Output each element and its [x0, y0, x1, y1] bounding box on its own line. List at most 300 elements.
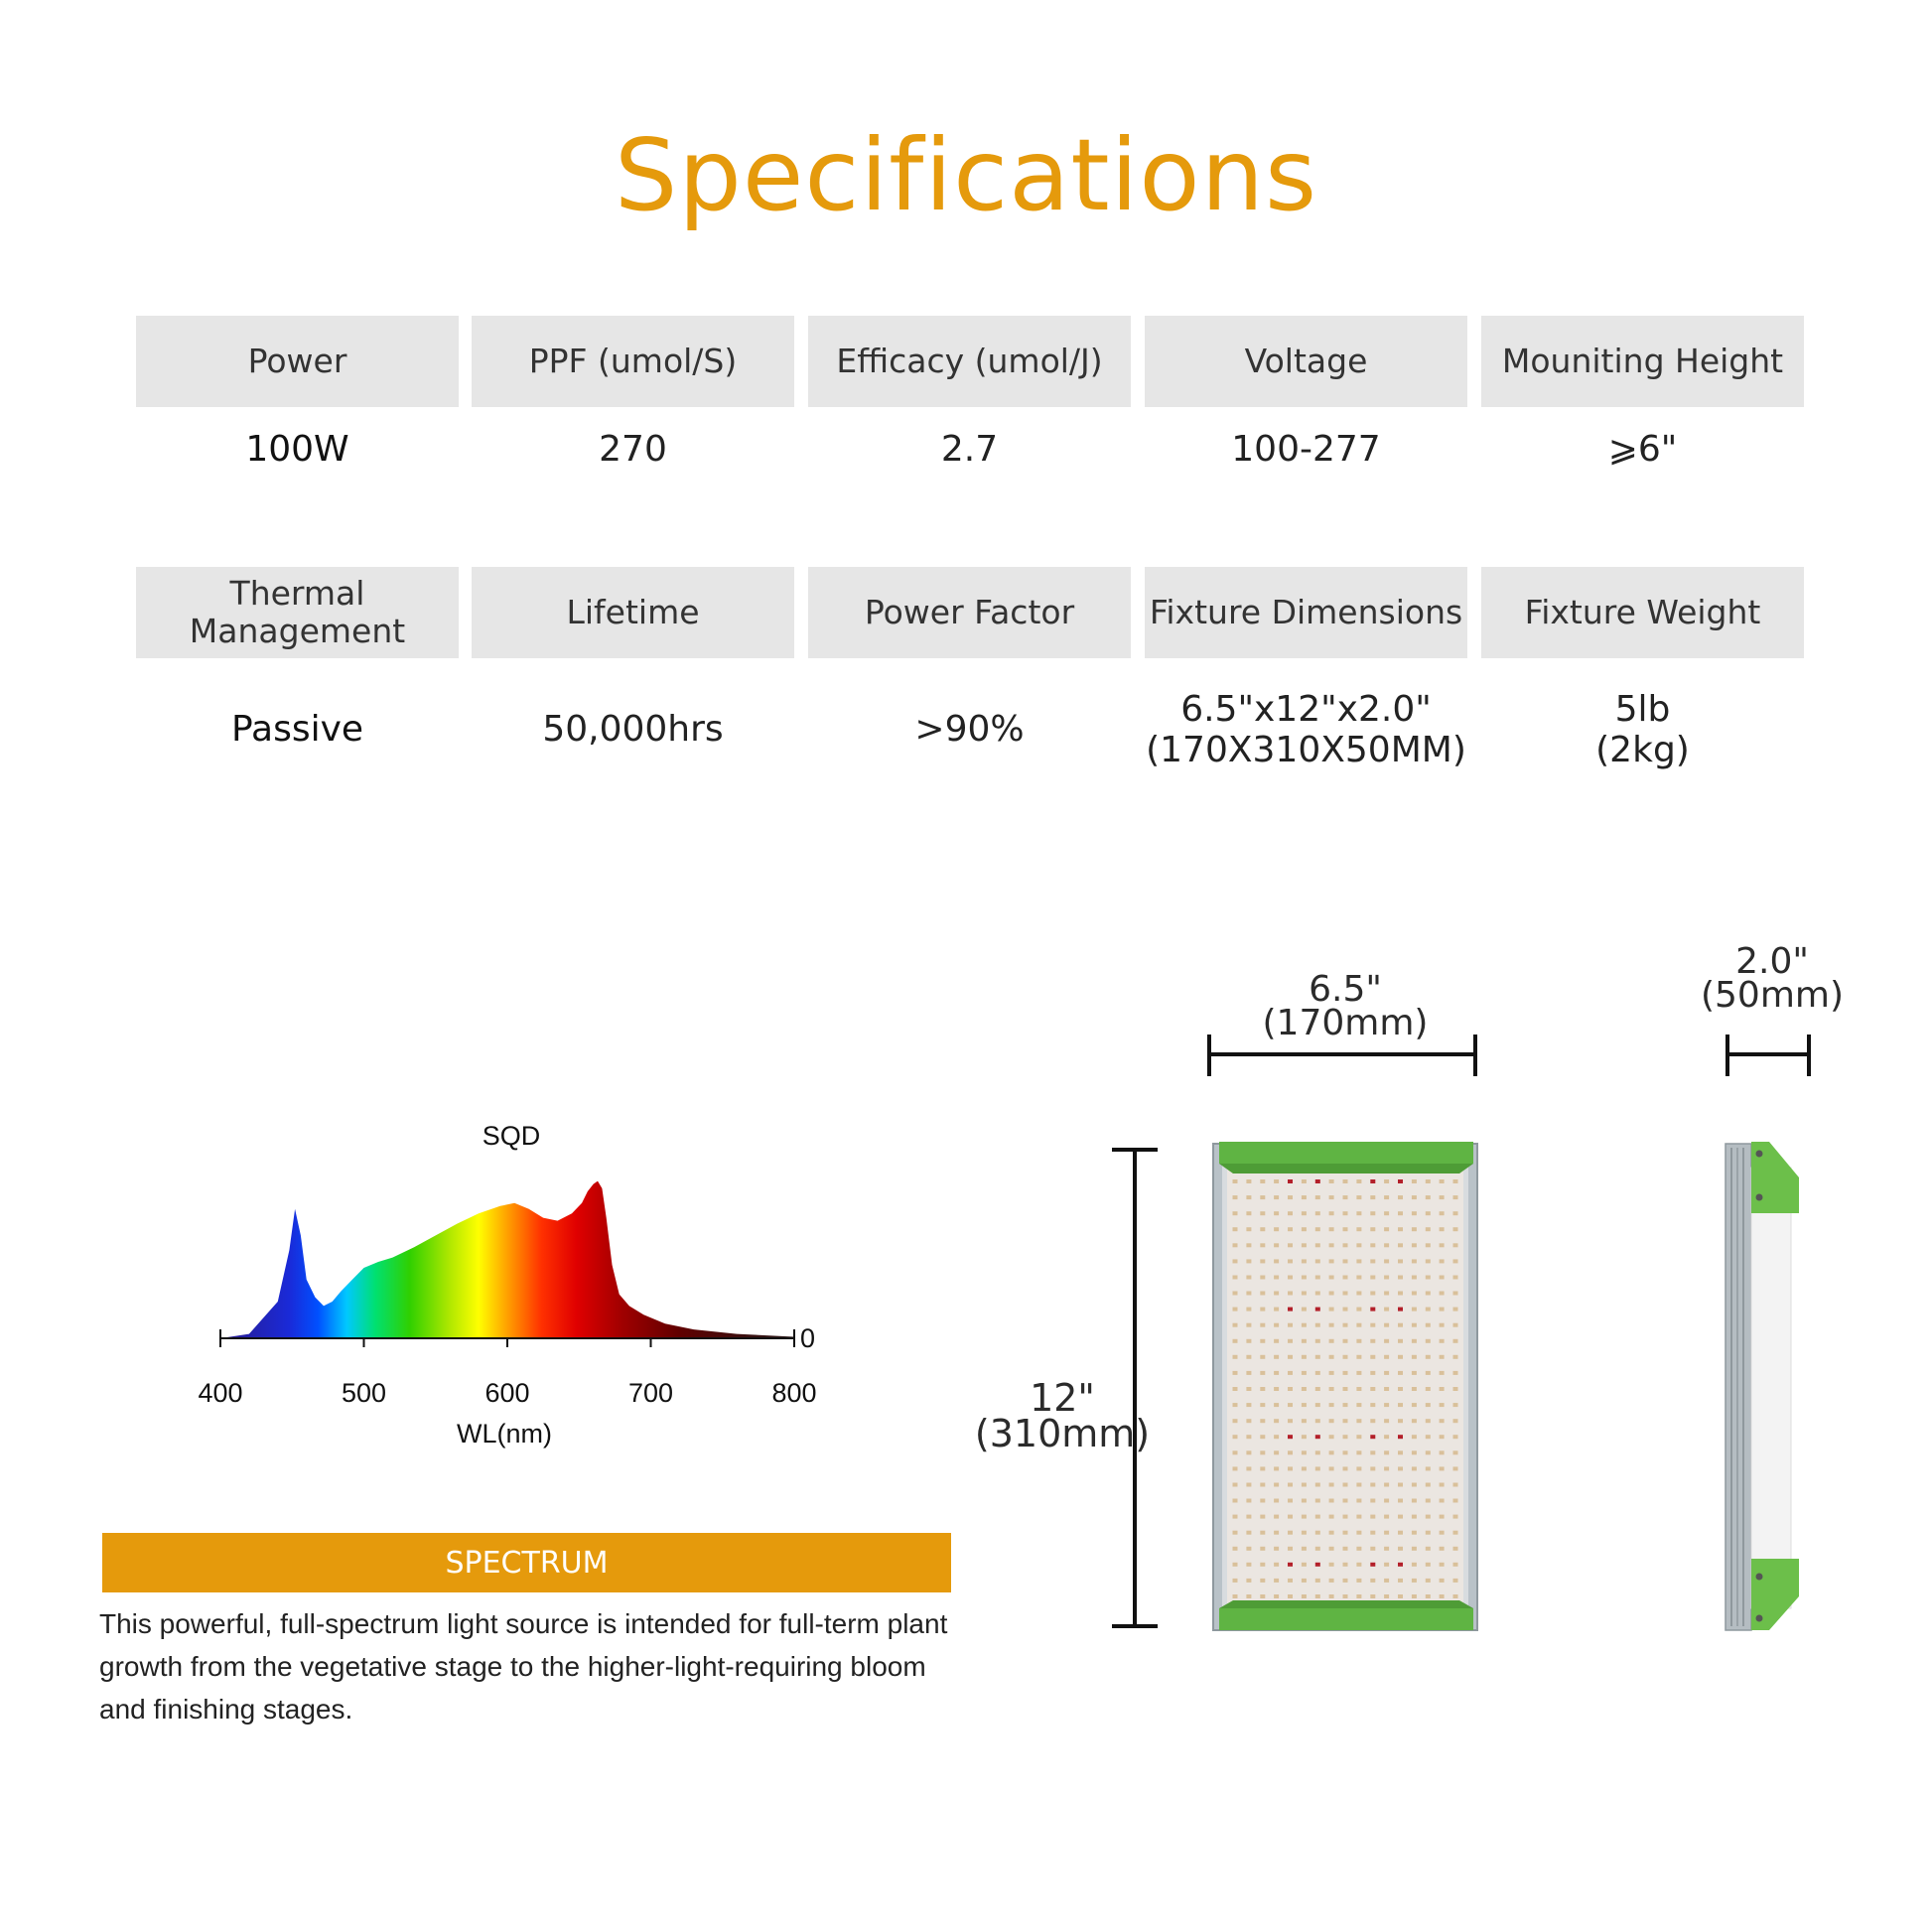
white-led [1370, 1355, 1375, 1359]
white-led [1246, 1579, 1251, 1583]
white-led [1329, 1308, 1334, 1311]
white-led [1398, 1419, 1403, 1423]
white-led [1426, 1292, 1431, 1296]
white-led [1453, 1211, 1458, 1215]
white-led [1302, 1355, 1307, 1359]
height-dimension-label: 12" (310mm) [974, 1376, 1151, 1455]
white-led [1302, 1579, 1307, 1583]
white-led [1302, 1308, 1307, 1311]
white-led [1412, 1515, 1417, 1519]
white-led [1356, 1579, 1361, 1583]
white-led [1384, 1547, 1389, 1551]
white-led [1370, 1547, 1375, 1551]
white-led [1246, 1355, 1251, 1359]
white-led [1302, 1387, 1307, 1391]
white-led [1356, 1276, 1361, 1280]
white-led [1288, 1547, 1293, 1551]
white-led [1356, 1515, 1361, 1519]
white-led [1343, 1371, 1348, 1375]
white-led [1260, 1579, 1265, 1583]
white-led [1233, 1371, 1238, 1375]
white-led [1233, 1563, 1238, 1567]
white-led [1370, 1450, 1375, 1454]
white-led [1233, 1435, 1238, 1439]
white-led [1453, 1227, 1458, 1231]
white-led [1398, 1227, 1403, 1231]
white-led [1426, 1403, 1431, 1407]
white-led [1288, 1211, 1293, 1215]
white-led [1260, 1387, 1265, 1391]
white-led [1246, 1387, 1251, 1391]
white-led [1274, 1243, 1279, 1247]
white-led [1384, 1323, 1389, 1327]
white-led [1246, 1227, 1251, 1231]
red-led [1370, 1179, 1375, 1183]
white-led [1343, 1292, 1348, 1296]
white-led [1384, 1515, 1389, 1519]
white-led [1329, 1339, 1334, 1343]
white-led [1384, 1179, 1389, 1183]
white-led [1398, 1515, 1403, 1519]
white-led [1260, 1276, 1265, 1280]
white-led [1440, 1531, 1445, 1535]
white-led [1453, 1403, 1458, 1407]
white-led [1384, 1466, 1389, 1470]
white-led [1274, 1547, 1279, 1551]
white-led [1329, 1276, 1334, 1280]
white-led [1384, 1292, 1389, 1296]
white-led [1412, 1179, 1417, 1183]
white-led [1356, 1563, 1361, 1567]
white-led [1260, 1450, 1265, 1454]
red-led [1398, 1563, 1403, 1567]
white-led [1356, 1179, 1361, 1183]
white-led [1302, 1339, 1307, 1343]
white-led [1453, 1292, 1458, 1296]
white-led [1274, 1227, 1279, 1231]
page-title: Specifications [614, 117, 1318, 233]
white-led [1412, 1227, 1417, 1231]
white-led [1426, 1308, 1431, 1311]
white-led [1356, 1371, 1361, 1375]
white-led [1302, 1403, 1307, 1407]
white-led [1343, 1308, 1348, 1311]
white-led [1233, 1308, 1238, 1311]
value-voltage: 100-277 [1231, 429, 1381, 471]
white-led [1315, 1531, 1320, 1535]
white-led [1274, 1579, 1279, 1583]
white-led [1343, 1499, 1348, 1503]
white-led [1329, 1419, 1334, 1423]
white-led [1260, 1466, 1265, 1470]
white-led [1356, 1466, 1361, 1470]
white-led [1453, 1435, 1458, 1439]
white-led [1343, 1419, 1348, 1423]
white-led [1274, 1339, 1279, 1343]
white-led [1356, 1531, 1361, 1535]
white-led [1343, 1355, 1348, 1359]
white-led [1356, 1243, 1361, 1247]
white-led [1288, 1499, 1293, 1503]
white-led [1343, 1579, 1348, 1583]
white-led [1398, 1594, 1403, 1598]
white-led [1426, 1499, 1431, 1503]
chart-title: SQD [482, 1121, 541, 1151]
white-led [1384, 1419, 1389, 1423]
white-led [1233, 1594, 1238, 1598]
fixture-side-view [1725, 1142, 1799, 1630]
white-led [1233, 1227, 1238, 1231]
white-led [1315, 1259, 1320, 1263]
white-led [1233, 1547, 1238, 1551]
white-led [1343, 1483, 1348, 1487]
white-led [1370, 1579, 1375, 1583]
white-led [1343, 1259, 1348, 1263]
white-led [1329, 1387, 1334, 1391]
white-led [1329, 1579, 1334, 1583]
white-led [1370, 1594, 1375, 1598]
white-led [1356, 1403, 1361, 1407]
white-led [1356, 1419, 1361, 1423]
white-led [1315, 1195, 1320, 1199]
white-led [1274, 1387, 1279, 1391]
white-led [1440, 1259, 1445, 1263]
white-led [1412, 1547, 1417, 1551]
white-led [1398, 1466, 1403, 1470]
x-tick-label: 500 [341, 1378, 387, 1408]
white-led [1233, 1515, 1238, 1519]
white-led [1453, 1243, 1458, 1247]
white-led [1398, 1371, 1403, 1375]
white-led [1426, 1435, 1431, 1439]
white-led [1356, 1323, 1361, 1327]
white-led [1398, 1450, 1403, 1454]
white-led [1426, 1227, 1431, 1231]
white-led [1233, 1483, 1238, 1487]
white-led [1233, 1211, 1238, 1215]
white-led [1426, 1355, 1431, 1359]
white-led [1233, 1531, 1238, 1535]
white-led [1412, 1243, 1417, 1247]
white-led [1233, 1339, 1238, 1343]
white-led [1274, 1499, 1279, 1503]
white-led [1453, 1276, 1458, 1280]
white-led [1343, 1211, 1348, 1215]
white-led [1343, 1563, 1348, 1567]
header-power: Power [136, 316, 459, 407]
white-led [1426, 1339, 1431, 1343]
red-led [1370, 1563, 1375, 1567]
x-tick-label: 800 [771, 1378, 817, 1408]
white-led [1288, 1227, 1293, 1231]
white-led [1233, 1419, 1238, 1423]
white-led [1356, 1339, 1361, 1343]
white-led [1233, 1466, 1238, 1470]
white-led [1440, 1195, 1445, 1199]
value-ppf: 270 [599, 429, 667, 471]
white-led [1453, 1371, 1458, 1375]
white-led [1233, 1243, 1238, 1247]
white-led [1453, 1195, 1458, 1199]
white-led [1356, 1450, 1361, 1454]
white-led [1384, 1387, 1389, 1391]
white-led [1329, 1450, 1334, 1454]
white-led [1440, 1515, 1445, 1519]
white-led [1343, 1276, 1348, 1280]
red-led [1288, 1435, 1293, 1439]
white-led [1426, 1259, 1431, 1263]
white-led [1329, 1195, 1334, 1199]
white-led [1440, 1419, 1445, 1423]
white-led [1370, 1531, 1375, 1535]
white-led [1370, 1499, 1375, 1503]
white-led [1302, 1466, 1307, 1470]
white-led [1274, 1403, 1279, 1407]
white-led [1288, 1515, 1293, 1519]
value-mounting-height: ⩾6" [1607, 429, 1678, 471]
red-led [1315, 1308, 1320, 1311]
x-tick-label: 600 [484, 1378, 530, 1408]
white-led [1412, 1387, 1417, 1391]
white-led [1412, 1211, 1417, 1215]
white-led [1288, 1387, 1293, 1391]
white-led [1260, 1419, 1265, 1423]
white-led [1440, 1387, 1445, 1391]
white-led [1288, 1371, 1293, 1375]
white-led [1370, 1339, 1375, 1343]
white-led [1356, 1435, 1361, 1439]
white-led [1453, 1450, 1458, 1454]
red-led [1370, 1308, 1375, 1311]
white-led [1302, 1292, 1307, 1296]
white-led [1274, 1450, 1279, 1454]
white-led [1302, 1259, 1307, 1263]
white-led [1246, 1466, 1251, 1470]
white-led [1412, 1594, 1417, 1598]
red-led [1288, 1563, 1293, 1567]
white-led [1412, 1466, 1417, 1470]
white-led [1440, 1435, 1445, 1439]
white-led [1329, 1531, 1334, 1535]
white-led [1260, 1259, 1265, 1263]
header-ppf: PPF (umol/S) [472, 316, 794, 407]
white-led [1302, 1323, 1307, 1327]
white-led [1329, 1547, 1334, 1551]
white-led [1370, 1419, 1375, 1423]
white-led [1302, 1450, 1307, 1454]
white-led [1246, 1339, 1251, 1343]
red-led [1370, 1435, 1375, 1439]
white-led [1260, 1179, 1265, 1183]
white-led [1288, 1195, 1293, 1199]
value-efficacy: 2.7 [940, 429, 999, 471]
white-led [1233, 1579, 1238, 1583]
white-led [1315, 1579, 1320, 1583]
white-led [1440, 1179, 1445, 1183]
white-led [1260, 1483, 1265, 1487]
white-led [1288, 1339, 1293, 1343]
white-led [1453, 1579, 1458, 1583]
white-led [1370, 1243, 1375, 1247]
white-led [1288, 1259, 1293, 1263]
white-led [1329, 1323, 1334, 1327]
white-led [1274, 1563, 1279, 1567]
white-led [1302, 1179, 1307, 1183]
white-led [1356, 1259, 1361, 1263]
white-led [1302, 1419, 1307, 1423]
value-power-factor: >90% [914, 709, 1025, 751]
white-led [1370, 1323, 1375, 1327]
white-led [1315, 1483, 1320, 1487]
white-led [1412, 1499, 1417, 1503]
white-led [1315, 1292, 1320, 1296]
white-led [1329, 1371, 1334, 1375]
white-led [1288, 1450, 1293, 1454]
red-led [1398, 1308, 1403, 1311]
white-led [1302, 1211, 1307, 1215]
white-led [1356, 1292, 1361, 1296]
white-led [1260, 1308, 1265, 1311]
white-led [1315, 1371, 1320, 1375]
white-led [1426, 1483, 1431, 1487]
white-led [1440, 1355, 1445, 1359]
white-led [1412, 1195, 1417, 1199]
white-led [1288, 1243, 1293, 1247]
red-led [1398, 1435, 1403, 1439]
white-led [1274, 1179, 1279, 1183]
white-led [1260, 1515, 1265, 1519]
white-led [1302, 1371, 1307, 1375]
white-led [1370, 1466, 1375, 1470]
white-led [1315, 1211, 1320, 1215]
white-led [1370, 1276, 1375, 1280]
white-led [1370, 1371, 1375, 1375]
white-led [1302, 1563, 1307, 1567]
white-led [1260, 1563, 1265, 1567]
white-led [1302, 1531, 1307, 1535]
white-led [1246, 1515, 1251, 1519]
white-led [1288, 1292, 1293, 1296]
white-led [1288, 1419, 1293, 1423]
white-led [1384, 1211, 1389, 1215]
white-led [1315, 1403, 1320, 1407]
white-led [1343, 1450, 1348, 1454]
white-led [1384, 1563, 1389, 1567]
white-led [1274, 1308, 1279, 1311]
white-led [1315, 1243, 1320, 1247]
white-led [1412, 1435, 1417, 1439]
white-led [1302, 1515, 1307, 1519]
white-led [1288, 1483, 1293, 1487]
white-led [1426, 1179, 1431, 1183]
white-led [1440, 1499, 1445, 1503]
white-led [1274, 1531, 1279, 1535]
white-led [1412, 1403, 1417, 1407]
white-led [1426, 1387, 1431, 1391]
white-led [1412, 1371, 1417, 1375]
white-led [1246, 1594, 1251, 1598]
white-led [1440, 1594, 1445, 1598]
white-led [1412, 1450, 1417, 1454]
fixture-front-view [1213, 1142, 1477, 1630]
white-led [1398, 1211, 1403, 1215]
value-fixture-dimensions: 6.5"x12"x2.0" (170X310X50MM) [1146, 688, 1466, 770]
white-led [1233, 1403, 1238, 1407]
white-led [1246, 1179, 1251, 1183]
white-led [1246, 1195, 1251, 1199]
white-led [1233, 1323, 1238, 1327]
white-led [1274, 1259, 1279, 1263]
white-led [1398, 1403, 1403, 1407]
white-led [1302, 1483, 1307, 1487]
white-led [1246, 1547, 1251, 1551]
value-power: 100W [245, 429, 349, 471]
white-led [1302, 1594, 1307, 1598]
white-led [1329, 1594, 1334, 1598]
white-led [1315, 1355, 1320, 1359]
white-led [1246, 1403, 1251, 1407]
red-led [1315, 1563, 1320, 1567]
white-led [1233, 1179, 1238, 1183]
white-led [1356, 1355, 1361, 1359]
depth-dimension-line [1727, 1035, 1809, 1076]
white-led [1315, 1450, 1320, 1454]
white-led [1274, 1371, 1279, 1375]
white-led [1246, 1499, 1251, 1503]
spectrum-label-bar: SPECTRUM [102, 1533, 951, 1592]
white-led [1274, 1355, 1279, 1359]
value-thermal-management: Passive [230, 709, 364, 751]
white-led [1246, 1323, 1251, 1327]
white-led [1246, 1243, 1251, 1247]
white-led [1343, 1531, 1348, 1535]
white-led [1260, 1355, 1265, 1359]
white-led [1302, 1195, 1307, 1199]
white-led [1260, 1371, 1265, 1375]
white-led [1274, 1419, 1279, 1423]
white-led [1384, 1435, 1389, 1439]
white-led [1370, 1227, 1375, 1231]
value-fixture-weight: 5lb (2kg) [1595, 688, 1690, 770]
white-led [1246, 1563, 1251, 1567]
white-led [1398, 1531, 1403, 1535]
white-led [1315, 1323, 1320, 1327]
white-led [1260, 1403, 1265, 1407]
white-led [1343, 1594, 1348, 1598]
white-led [1412, 1563, 1417, 1567]
white-led [1440, 1483, 1445, 1487]
white-led [1288, 1594, 1293, 1598]
white-led [1274, 1323, 1279, 1327]
white-led [1426, 1211, 1431, 1215]
white-led [1440, 1403, 1445, 1407]
header-fixture-weight: Fixture Weight [1481, 567, 1804, 658]
white-led [1260, 1547, 1265, 1551]
white-led [1260, 1292, 1265, 1296]
white-led [1453, 1323, 1458, 1327]
white-led [1412, 1259, 1417, 1263]
white-led [1412, 1323, 1417, 1327]
white-led [1426, 1323, 1431, 1327]
white-led [1384, 1308, 1389, 1311]
white-led [1329, 1515, 1334, 1519]
white-led [1246, 1259, 1251, 1263]
white-led [1260, 1211, 1265, 1215]
white-led [1440, 1547, 1445, 1551]
white-led [1343, 1403, 1348, 1407]
white-led [1302, 1276, 1307, 1280]
white-led [1343, 1466, 1348, 1470]
